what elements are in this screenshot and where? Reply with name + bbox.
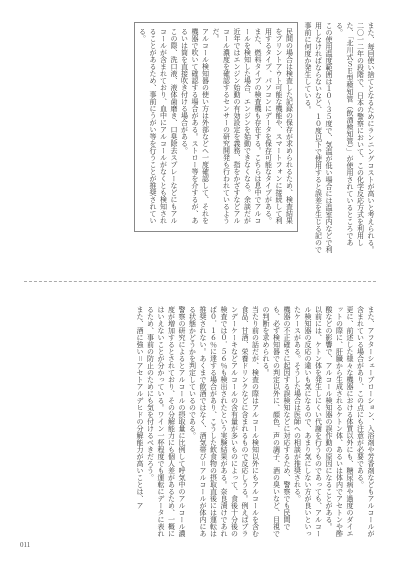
section-divider (24, 281, 376, 282)
body-paragraph: 更に、前述した様々な機器における体質以外にも、糖尿病や過度のダイエットの際に、肝臓から生成されるケトン体、あるいは体内でアセトンや酢酸などの影響で、アルコール検知器の誤作動の原因になることがある。 (325, 306, 354, 537)
callout-box (134, 22, 298, 232)
upper-text-block (24, 22, 376, 254)
body-paragraph: この使用温度範囲は１０〜３５度で、気温が低い場合には温室内などで利用しなければならないなど、１０度以下で使用すると誤差を生じる記ので事前に何度か発生している。 (304, 22, 333, 253)
lower-text-block (24, 306, 376, 538)
body-paragraph: また、酒に強い＝アセトアルデヒドの分解能力が高いことは、ア (136, 306, 144, 509)
callout-paragraph: また、燃料タイプの検査機も存在する。こちらは息中でアルコールを検知した場合、エンジンを始動できなくなる。余談だが近年ではエンジン始動の有効設定を義務、指をかざすなどアルコール濃度を確認するセンサーの研究開発も行われているようだ。 (212, 28, 262, 224)
body-paragraph: 以前には、ケトン体を発生しにくい代謝を行うものであっても、アルコール検知器の反応の違いも気になるので、あまり気にしない方が良いといったケースがある。そうした場合は医師への相談が推奨される。 (293, 306, 323, 537)
body-paragraph: 二〇一二年の段階で、日本の警察において、この化学反応方式を利用した、「北川式ＳＥ型検知管（飲酒検知管）」が使用されているところである。 (335, 22, 365, 246)
callout-paragraph: アルコール検知器の使い方は外部などへ一度確認して、それを機器で吹いて確認する場合がある。ストロー等を介するが、あるいは筒を直接吹き付ける場合がある。 (180, 28, 210, 224)
body-paragraph: 当たり前の話だが、検査の際はアルコール検知以外にもアルコールを含む食品、甘酒、栄養ドリンクなどに含まれるもので反応しうる。例えばブランデーケーキなどアルコールの含有量が多いものによって、食後十分後の検査では０．５６％も検出されたという実験結果がある。奈良漬けであれば０．１６％に達する場合があり、こうした飲食物の摂取直後には運転は推奨されない。あくまで飲酒ではなく、酒気帯び＝アルコールが体内にある状態かどうかを判定しているのである。 (188, 306, 260, 537)
body-paragraph: また、毎回使い捨てとなるためにランニングコストが高いと考えられる。 (367, 22, 375, 253)
body-paragraph: 機器の不正確さに起因する誤検知などに対応するため、警察でも民間でも、必ず検知器での判定以外に、顔色、声の調子、酒の臭いなど、目視での判断を求められる。 (262, 306, 291, 537)
callout-paragraph: 民間の場合は検査した記録の保存が求められるため、検査結果をプリントアウト可能な機能や、スマートフォンに接続して利用するタイプ、パソコンにデータを保存可能なタイプがある。 (264, 28, 294, 224)
callout-paragraph: この際、洗口液、液体歯磨き、口臭除去スプレーなどにもアルコールが含まれており、血中にアルコールがなくとも検知されることがあるため、事前にうがい等を行うことが推奨されている。 (138, 28, 178, 224)
page-number: 011 (20, 541, 31, 549)
body-paragraph: 警察の研究によるとアルコールの摂取量に比例して呼気中のアルコール濃度が増加するとされており、その分解能力にも個人差があるため、一概にはいえないことが分かっている。ワイン一杯程度でも運転にデータに表れるため、事前の防止のためにも気を付けるべきだろう。 (146, 306, 186, 537)
body-paragraph: また、アフターシェーブローション、入浴剤や芳香剤などもアルコールが含まれている場合があり、この点にも注意が必要である。 (356, 306, 375, 537)
